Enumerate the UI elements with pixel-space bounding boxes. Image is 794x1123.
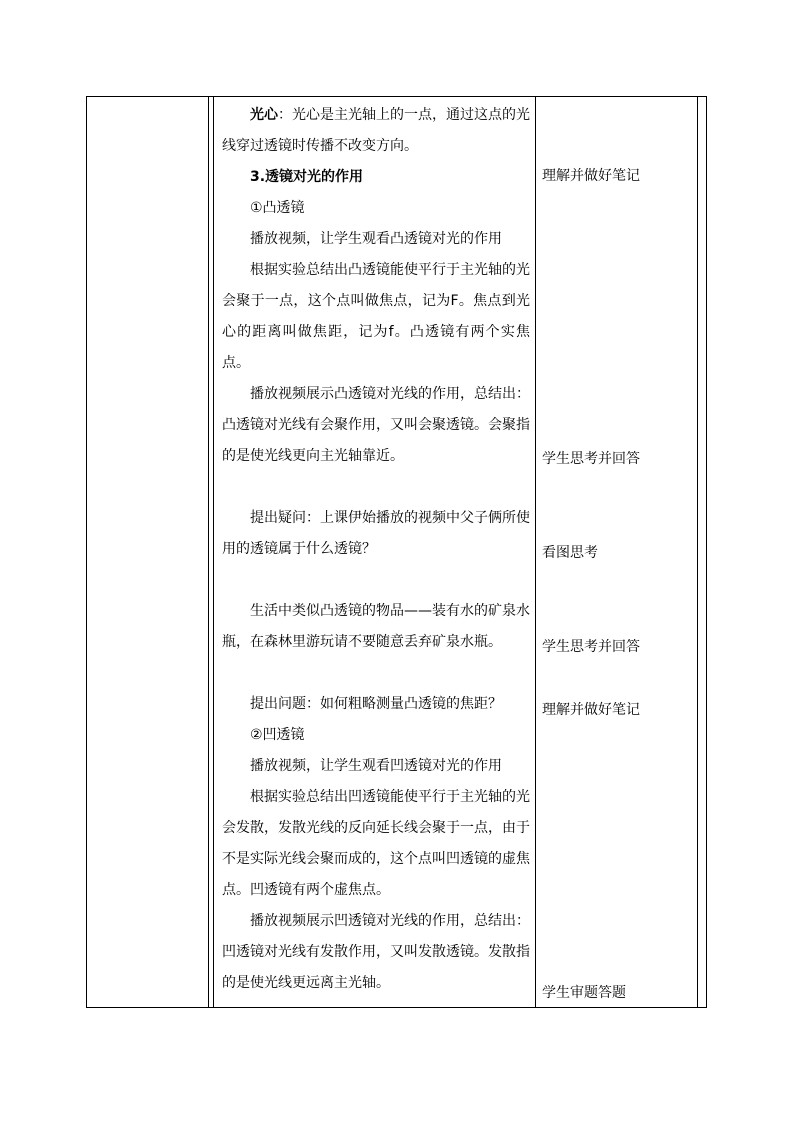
concave-video-paragraph: 播放视频，让学生观看凹透镜对光的作用 — [250, 758, 502, 774]
column-divider — [697, 96, 698, 1008]
section-title: 3.透镜对光的作用 — [250, 169, 364, 185]
student-activity-note: 学生思考并回答 — [542, 639, 640, 655]
convex-video-paragraph: 播放视频，让学生观看凸透镜对光的作用 — [250, 231, 502, 247]
optical-center-paragraph — [222, 100, 530, 162]
column-divider — [535, 96, 536, 1008]
convex-lens-heading: ①凸透镜 — [250, 200, 305, 216]
student-activity-note: 看图思考 — [542, 545, 598, 561]
column-divider — [213, 96, 214, 1008]
teaching-content-cell — [222, 100, 530, 999]
concave-focus-paragraph: 根据实验总结出凹透镜能使平行于主光轴的光会发散，发散光线的反向延长线会聚于一点，由于不是实际光线会聚而成的，这个点叫凹透镜的虚焦点。凹透镜有两个虚焦点。 — [222, 789, 530, 898]
student-activity-note: 理解并做好笔记 — [542, 168, 640, 184]
convex-focus-paragraph: 根据实验总结出凸透镜能使平行于主光轴的光会聚于一点，这个点叫做焦点，记为F。焦点到光心的距离叫做焦距，记为f。凸透镜有两个实焦点。 — [222, 262, 530, 371]
question-paragraph: 提出问题：如何粗略测量凸透镜的焦距？ — [250, 696, 502, 712]
student-activity-note: 理解并做好笔记 — [542, 702, 640, 718]
student-activity-note: 学生思考并回答 — [542, 451, 640, 467]
daily-example-paragraph: 生活中类似凸透镜的物品——装有水的矿泉水瓶，在森林里游玩请不要随意丢弃矿泉水瓶。 — [222, 603, 530, 650]
convex-effect-paragraph: 播放视频展示凸透镜对光线的作用，总结出：凸透镜对光线有会聚作用，又叫会聚透镜。会聚指的是使光线更向主光轴靠近。 — [222, 386, 530, 464]
optical-center-term: 光心 — [250, 107, 278, 123]
student-activity-note: 学生审题答题 — [542, 985, 626, 1001]
optical-center-definition: ：光心是主光轴上的一点，通过这点的光线穿过透镜时传播不改变方向。 — [222, 107, 530, 154]
concave-effect-paragraph: 播放视频展示凹透镜对光线的作用，总结出：凹透镜对光线有发散作用，又叫发散透镜。发散指的是使光线更远离主光轴。 — [222, 913, 530, 991]
concave-lens-heading: ②凹透镜 — [250, 727, 305, 743]
question-paragraph: 提出疑问：上课伊始播放的视频中父子俩所使用的透镜属于什么透镜？ — [222, 510, 530, 557]
column-divider — [208, 96, 209, 1008]
